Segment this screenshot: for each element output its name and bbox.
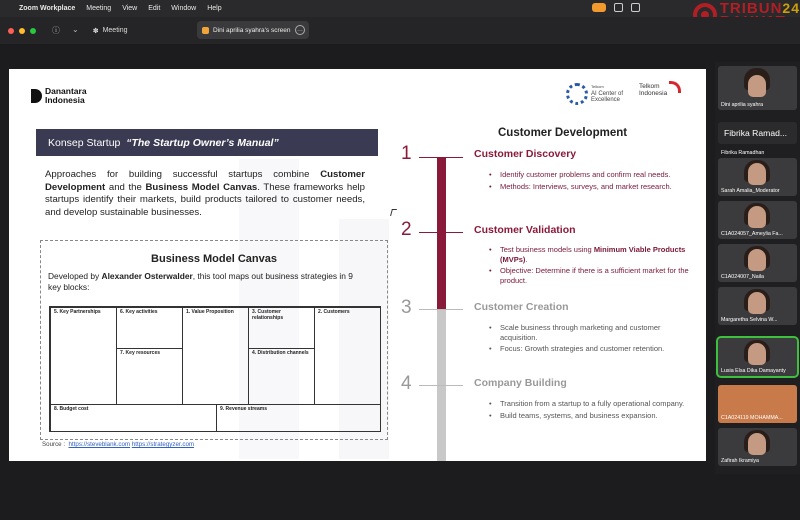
progress-bar-active (437, 157, 446, 309)
participant-tile[interactable] (718, 385, 797, 423)
participant-tile[interactable] (718, 244, 797, 282)
telkom-logo: Telkom Indonesia (639, 83, 667, 97)
stage-tick (419, 232, 463, 233)
participant-name: Dini aprilia syahra (721, 102, 764, 108)
stage-number: 2 (401, 219, 412, 240)
menu-bar (0, 0, 800, 17)
bmc-block: 6. Key activities (116, 307, 183, 349)
ai-center-logo: Telkom AI Center of Excellence (566, 83, 623, 105)
bmc-block: 4. Distribution channels (248, 348, 315, 405)
paw-icon: ✽ (92, 27, 99, 35)
stage-bullet: • Identify customer problems and confirm real needs. (489, 170, 699, 180)
bmc-block: 9. Revenue streams (216, 404, 381, 432)
watermark-line1: TRIBUN (719, 0, 783, 17)
menu-item-window[interactable]: Window (171, 5, 197, 12)
stage-number: 1 (401, 143, 412, 164)
participant-tile[interactable] (718, 201, 797, 239)
participant-tile-speaking[interactable] (718, 338, 797, 376)
stage-tick (419, 157, 463, 158)
stage-bullet: • Test business models using Minimum Viable Products (MVPs). (489, 245, 699, 264)
wifi-icon[interactable] (631, 3, 640, 12)
stage-number: 3 (401, 297, 412, 318)
zoom-toolbar (0, 17, 800, 44)
participant-name: Lusia Elsa Dika Damayanty (721, 368, 786, 374)
stage-bullets (489, 170, 699, 193)
business-model-canvas-box (40, 240, 388, 440)
stage-title: Company Building (474, 377, 567, 389)
stage-bullet: • Objective: Determine if there is a sufficient market for the product. (489, 266, 699, 285)
stage-bullet: • Transition from a startup to a fully operational company. (489, 399, 699, 409)
bmc-block: 5. Key Partnerships (50, 307, 117, 405)
shared-slide (9, 69, 706, 461)
bmc-heading: Business Model Canvas (151, 253, 277, 265)
share-icon (202, 27, 209, 34)
participant-tile[interactable] (718, 66, 797, 110)
bmc-description: Developed by Alexander Osterwalder, this tool maps out business strategies in 9 key blocks: (48, 271, 353, 292)
stage-title: Customer Creation (474, 301, 569, 313)
danantara-mark-icon (31, 89, 42, 103)
bmc-block: 1. Value Proposition (182, 307, 249, 405)
close-window-icon[interactable] (8, 28, 14, 34)
slide-title: Konsep Startup “The Startup Owner’s Manual” (36, 129, 378, 156)
participant-tile[interactable] (718, 146, 797, 156)
participant-tile[interactable] (718, 428, 797, 466)
participant-name: Zafirah Ikramiya (721, 458, 759, 464)
participants-panel (715, 62, 800, 474)
screen-share-tab[interactable] (197, 21, 309, 39)
bmc-block: 3. Customer relationships (248, 307, 315, 349)
participant-name: C1A024057_Ameylia Fa... (721, 231, 783, 237)
zoom-window-icon[interactable] (30, 28, 36, 34)
window-controls (8, 28, 36, 34)
stage-bullet: • Build teams, systems, and business expansion. (489, 411, 699, 421)
watermark-number: 24 (782, 0, 800, 16)
telkom-swirl-icon (669, 81, 681, 93)
source-line: Source : https://steveblank.com https://strategyzer.com (42, 441, 195, 448)
stage-bullet: • Scale business through marketing and customer acquisition. (489, 323, 699, 342)
danantara-logo: Danantara Indonesia (31, 87, 87, 104)
participant-tile[interactable] (718, 287, 797, 325)
customer-development-title: Customer Development (498, 127, 628, 139)
chevron-down-icon[interactable]: ⌄ (72, 25, 79, 34)
ai-center-mark-icon (566, 83, 588, 105)
share-label: Dini aprilia syahra's screen (213, 26, 291, 34)
featured-participant[interactable]: Fibrika Ramad... (718, 122, 797, 144)
bmc-grid (49, 306, 381, 432)
participant-name: C1A024119 MOHAMMA... (721, 415, 783, 421)
bottom-area (0, 474, 800, 520)
bmc-block: 2. Customers (314, 307, 381, 405)
stage-title: Customer Discovery (474, 148, 577, 160)
bmc-block: 8. Budget cost (50, 404, 217, 432)
menu-item-view[interactable]: View (122, 5, 138, 12)
status-pill-icon[interactable] (592, 3, 606, 12)
menu-app-name[interactable]: Zoom Workplace (19, 5, 76, 12)
menu-item-meeting[interactable]: Meeting (86, 5, 112, 12)
bmc-block: 7. Key resources (116, 348, 183, 405)
status-icon[interactable] (614, 3, 623, 12)
source-link-steveblank[interactable]: https://steveblank.com (68, 441, 131, 448)
mouse-cursor-icon (390, 209, 397, 216)
stage-bullets (489, 399, 699, 422)
menu-item-edit[interactable]: Edit (148, 5, 161, 12)
stage-bullets (489, 245, 699, 287)
participant-name: Sarah Amalia_Moderator (721, 188, 780, 194)
stage-number: 4 (401, 373, 412, 394)
intro-paragraph: Approaches for building successful startups combine Customer Development and the Business Model Canvas. These frameworks help startups identify their markets, build products tailored to customer needs, and develop sustainable businesses. (45, 169, 365, 218)
meeting-button[interactable]: ✽ Meeting (92, 27, 128, 35)
stage-tick (419, 309, 463, 310)
stage-tick (419, 385, 463, 386)
stage-bullet: • Focus: Growth strategies and customer retention. (489, 344, 699, 354)
source-link-strategyzer[interactable]: https://strategyzer.com (131, 441, 195, 448)
minimize-window-icon[interactable] (19, 28, 25, 34)
stage-title: Customer Validation (474, 224, 576, 236)
menu-item-help[interactable]: Help (207, 5, 222, 12)
info-icon[interactable]: ⓘ (52, 26, 60, 35)
participant-name: Margaretha Selvina W... (721, 317, 778, 323)
participant-name: C1A024007_Naila (721, 274, 764, 280)
stage-bullets (489, 323, 699, 356)
participant-name: Fibrika Ramadhan (721, 150, 765, 156)
stage-bullet: • Methods: Interviews, surveys, and market research. (489, 182, 699, 192)
more-options-icon[interactable]: … (297, 27, 303, 33)
participant-tile[interactable] (718, 158, 797, 196)
